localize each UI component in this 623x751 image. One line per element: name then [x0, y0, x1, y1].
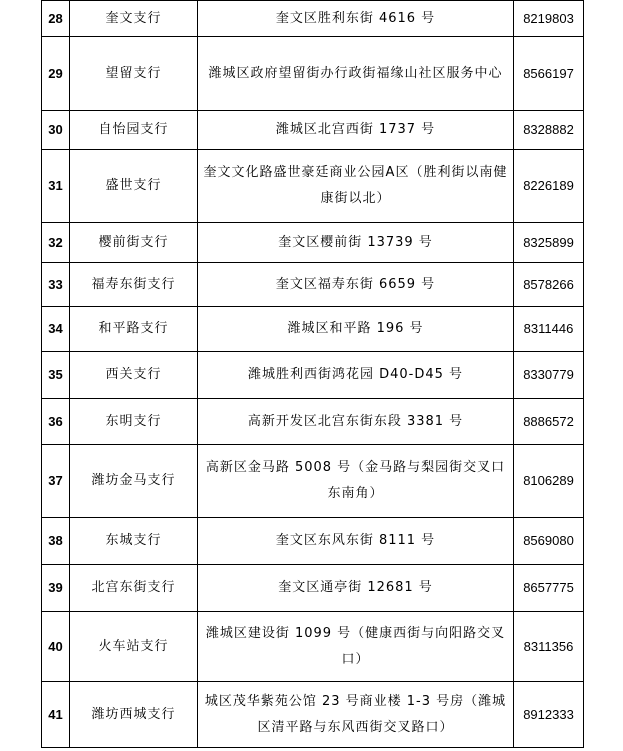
table-row: [42, 37, 584, 111]
branch-address: 奎文区樱前街 13739 号: [198, 223, 514, 263]
table-row: [42, 518, 584, 565]
branch-phone: 8226189: [514, 150, 584, 223]
branch-name: 北宫东街支行: [70, 565, 198, 612]
row-number: 29: [42, 37, 70, 111]
row-number: 40: [42, 612, 70, 682]
branch-name: 潍坊金马支行: [70, 445, 198, 518]
row-number: 38: [42, 518, 70, 565]
branch-phone: 8657775: [514, 565, 584, 612]
branch-phone: 8106289: [514, 445, 584, 518]
table-row: [42, 111, 584, 150]
row-number: 28: [42, 1, 70, 37]
table-row: [42, 263, 584, 307]
branch-table-body: [42, 1, 584, 748]
branch-phone: 8569080: [514, 518, 584, 565]
table-row: [42, 612, 584, 682]
branch-address: 奎文区通亭街 12681 号: [198, 565, 514, 612]
branch-address: 潍城胜利西街鸿花园 D40-D45 号: [198, 352, 514, 399]
branch-address: 潍城区和平路 196 号: [198, 307, 514, 352]
row-number: 39: [42, 565, 70, 612]
branch-name: 东城支行: [70, 518, 198, 565]
branch-name: 和平路支行: [70, 307, 198, 352]
branch-phone: 8311356: [514, 612, 584, 682]
branch-name: 自怡园支行: [70, 111, 198, 150]
table-row: [42, 150, 584, 223]
row-number: 34: [42, 307, 70, 352]
branch-address: 奎文区福寿东街 6659 号: [198, 263, 514, 307]
branch-name: 火车站支行: [70, 612, 198, 682]
branch-name: 奎文支行: [70, 1, 198, 37]
branch-name: 盛世支行: [70, 150, 198, 223]
branch-phone: 8578266: [514, 263, 584, 307]
table-row: [42, 682, 584, 748]
row-number: 36: [42, 399, 70, 445]
branch-table: [41, 0, 584, 748]
branch-address: 奎文区东风东街 8111 号: [198, 518, 514, 565]
branch-phone: 8219803: [514, 1, 584, 37]
row-number: 30: [42, 111, 70, 150]
branch-phone: 8886572: [514, 399, 584, 445]
branch-phone: 8311446: [514, 307, 584, 352]
branch-address: 潍城区建设街 1099 号（健康西街与向阳路交叉口）: [198, 612, 514, 682]
row-number: 41: [42, 682, 70, 748]
branch-address: 潍城区政府望留街办行政街福缘山社区服务中心: [198, 37, 514, 111]
branch-address: 高新区金马路 5008 号（金马路与梨园街交叉口东南角）: [198, 445, 514, 518]
branch-phone: 8566197: [514, 37, 584, 111]
row-number: 35: [42, 352, 70, 399]
row-number: 32: [42, 223, 70, 263]
branch-name: 东明支行: [70, 399, 198, 445]
row-number: 33: [42, 263, 70, 307]
row-number: 31: [42, 150, 70, 223]
branch-name: 望留支行: [70, 37, 198, 111]
branch-name: 樱前街支行: [70, 223, 198, 263]
branch-address: 奎文区胜利东街 4616 号: [198, 1, 514, 37]
branch-address: 城区茂华紫苑公馆 23 号商业楼 1-3 号房（潍城区清平路与东风西街交叉路口）: [198, 682, 514, 748]
branch-name: 潍坊西城支行: [70, 682, 198, 748]
branch-phone: 8328882: [514, 111, 584, 150]
table-row: [42, 1, 584, 37]
branch-phone: 8330779: [514, 352, 584, 399]
table-row: [42, 352, 584, 399]
branch-address: 高新开发区北宫东街东段 3381 号: [198, 399, 514, 445]
table-row: [42, 307, 584, 352]
table-row: [42, 399, 584, 445]
row-number: 37: [42, 445, 70, 518]
branch-phone: 8325899: [514, 223, 584, 263]
branch-address: 潍城区北宫西街 1737 号: [198, 111, 514, 150]
branch-phone: 8912333: [514, 682, 584, 748]
table-row: [42, 445, 584, 518]
table-row: [42, 223, 584, 263]
table-row: [42, 565, 584, 612]
branch-name: 西关支行: [70, 352, 198, 399]
branch-address: 奎文文化路盛世豪廷商业公园A区（胜利街以南健康街以北）: [198, 150, 514, 223]
branch-name: 福寿东街支行: [70, 263, 198, 307]
